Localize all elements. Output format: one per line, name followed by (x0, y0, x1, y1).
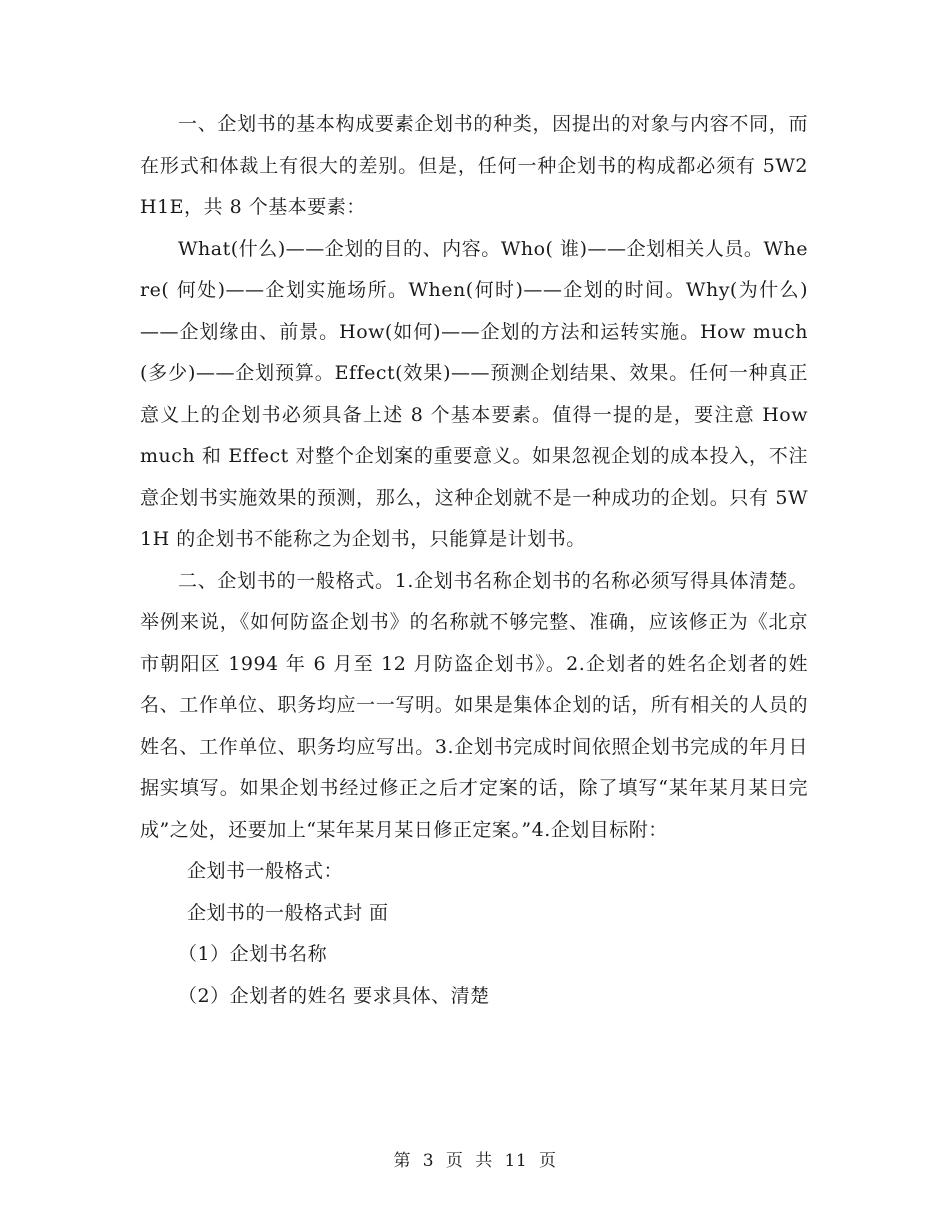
format-item-1: （1）企划书名称 (178, 943, 328, 965)
page-body (140, 104, 808, 1017)
paragraph-basic-elements: 一、企划书的基本构成要素企划书的种类，因提出的对象与内容不同，而在形式和体裁上有很大的差别。但是，任何一种企划书的构成都必须有 5W2H1E，共 8 个基本要素： (140, 113, 808, 218)
format-cover-line: 企划书的一般格式封 面 (187, 901, 389, 924)
paragraph-5w2h1e-details: What(什么)——企划的目的、内容。Who( 谁)——企划相关人员。Where( 何处)——企划实施场所。When(何时)——企划的时间。Why(为什么)——企划缘由、前景。How(如何)——企划的方法和运转实施。How much(多少)——企划预算。Effect(效果)——预测企划结果、效果。任何一种真正意义上的企划书必须具备上述 8 个基本要素。值得一提的是，要注意 How much 和 Effect 对整个企划案的重要意义。如果忽视企划的成本投入，不注意企划书实施效果的预测，那么，这种企划就不是一种成功的企划。只有 5W1H 的企划书不能称之为企划书，只能算是计划书。 (140, 237, 808, 550)
page-number-footer: 第 3 页 共 11 页 (393, 1151, 557, 1171)
format-item-2: （2）企划者的姓名 要求具体、清楚 (178, 984, 490, 1007)
paragraph-general-format: 二、企划书的一般格式。1.企划书名称企划书的名称必须写得具体清楚。举例来说，《如何防盗企划书》的名称就不够完整、准确，应该修正为《北京市朝阳区 1994 年 6 月至 12 月防盗企划书》。2.企划者的姓名企划者的姓名、工作单位、职务均应一一写明。如果是集体企划的话，所有相关的人员的姓名、工作单位、职务均应写出。3.企划书完成时间依照企划书完成的年月日据实填写。如果企划书经过修正之后才定案的话，除了填写“某年某月某日完成”之处，还要加上“某年某月某日修正定案。”4.企划目标附： (140, 569, 808, 841)
format-heading: 企划书一般格式： (187, 860, 344, 882)
